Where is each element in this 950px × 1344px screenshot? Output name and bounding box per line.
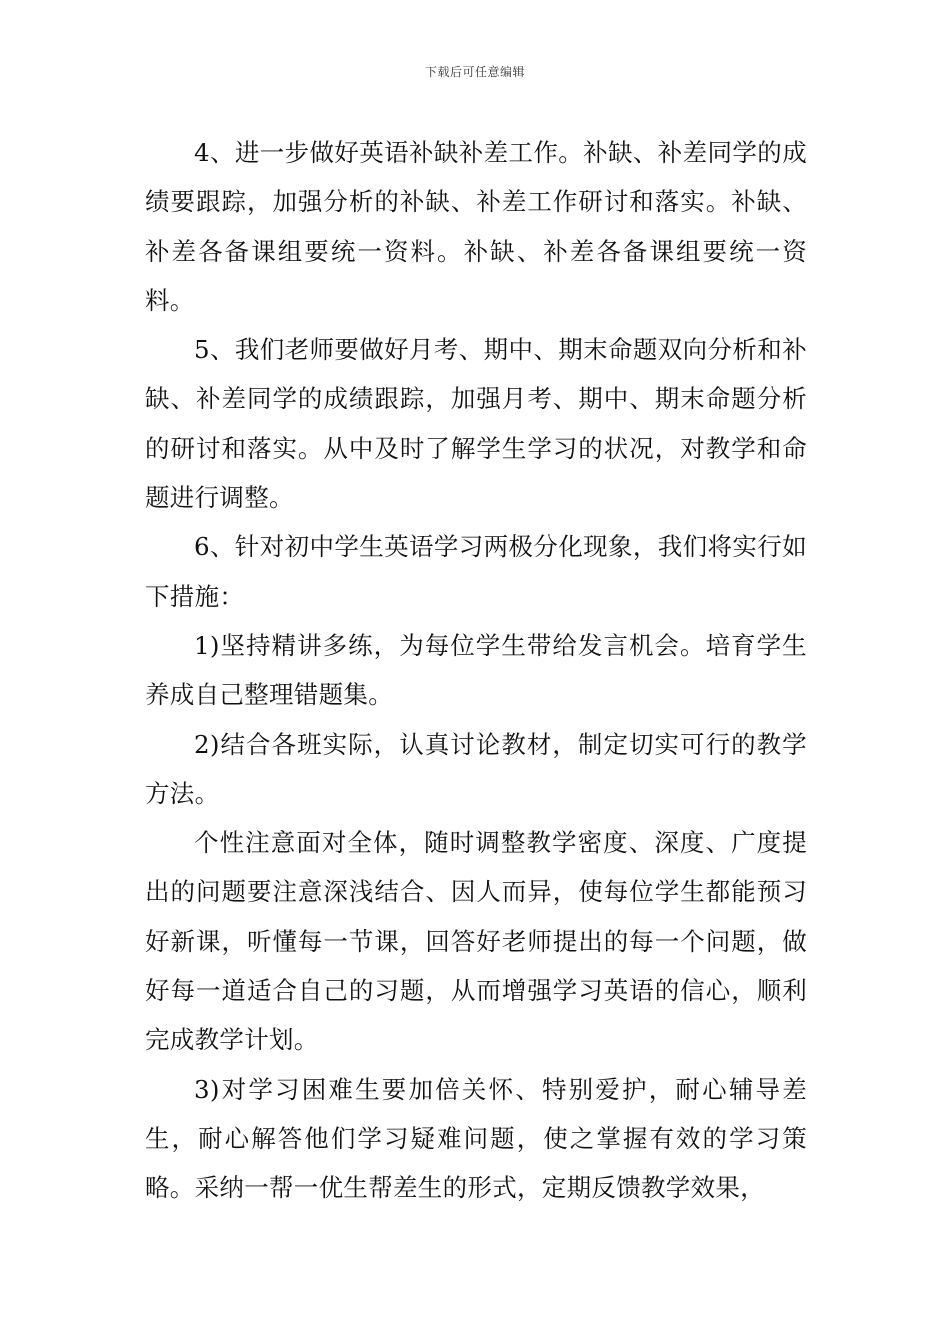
paragraph-attention: 个性注意面对全体，随时调整教学密度、深度、广度提出的问题要注意深浅结合、因人而异，使每位学生都能预习好新课，听懂每一节课，回答好老师提出的每一个问题，做好每一道适合自己的习题，从而增强学习英语的信心，顺利完成教学计划。 [145, 828, 807, 1055]
page-header: 下载后可任意编辑 [424, 65, 525, 79]
document-body [145, 128, 807, 1213]
paragraph-measure-2: 2)结合各班实际，认真讨论教材，制定切实可行的教学方法。 [145, 729, 807, 808]
paragraph-item-4: 4、进一步做好英语补缺补差工作。补缺、补差同学的成绩要跟踪，加强分析的补缺、补差工作研讨和落实。补缺、补差各备课组要统一资料。补缺、补差各备课组要统一资料。 [145, 138, 807, 315]
paragraph-measure-3: 3)对学习困难生要加倍关怀、特别爱护，耐心辅导差生，耐心解答他们学习疑难问题，使之掌握有效的学习策略。采纳一帮一优生帮差生的形式，定期反馈教学效果， [145, 1074, 807, 1203]
paragraph-item-5: 5、我们老师要做好月考、期中、期末命题双向分析和补缺、补差同学的成绩跟踪，加强月考、期中、期末命题分析的研讨和落实。从中及时了解学生学习的状况，对教学和命题进行调整。 [145, 335, 807, 513]
paragraph-item-6: 6、针对初中学生英语学习两极分化现象，我们将实行如下措施： [145, 532, 807, 611]
paragraph-measure-1: 1)坚持精讲多练，为每位学生带给发言机会。培育学生养成自己整理错题集。 [145, 630, 807, 710]
